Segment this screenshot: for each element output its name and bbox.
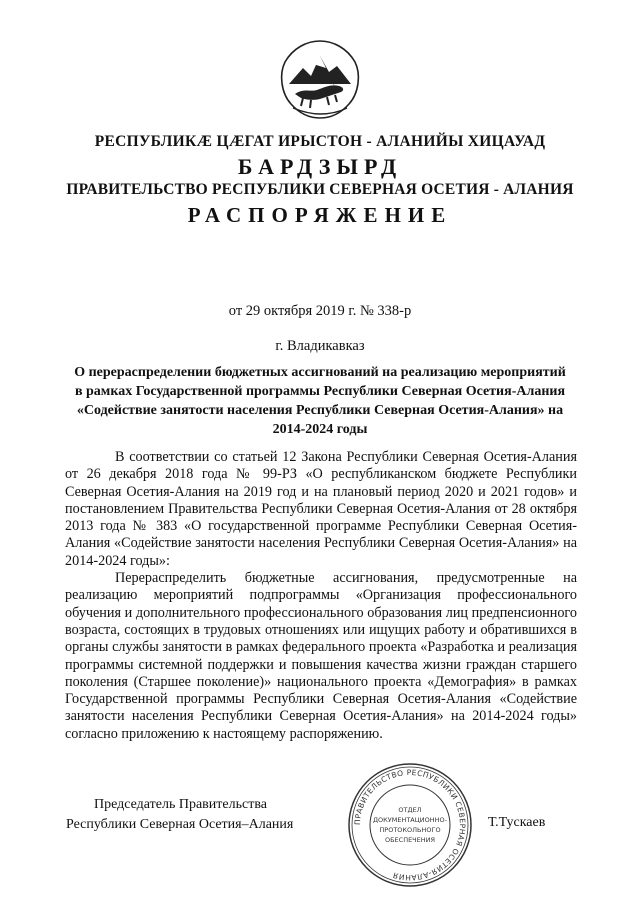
coat-of-arms-icon <box>273 38 367 120</box>
official-stamp-icon <box>345 760 475 890</box>
stamp-center-line-1: ОТДЕЛ <box>398 806 422 814</box>
date-number-line: от 29 октября 2019 г. № 338-р <box>228 303 412 319</box>
body-paragraph-2: Перераспределить бюджетные ассигнования, предусмотренные на реализацию мероприятий подпрограммы «Организация профессионального обучения и дополнительного профессионального образования лиц предпенсионного возраста, состоящих в трудовых отношениях или ищущих работу и обратившихся в органы службы занятости в рамках федерального проекта «Разработка и реализация программы системной поддержки и повышения качества жизни граждан старшего поколения (Старшее поколение)» национального проекта «Демография» в рамках Государственной программы Республики Северная Осетия-Алания «Содействие занятости населения Республики Северная Осетия-Алания» на 2014-2024 годы» согласно приложению к настоящему распоряжению. <box>65 570 577 742</box>
city-line: г. Владикавказ <box>275 338 365 354</box>
header-line-government: ПРАВИТЕЛЬСТВО РЕСПУБЛИКИ СЕВЕРНАЯ ОСЕТИЯ - АЛАНИЯ <box>66 181 574 198</box>
signatory-name: Т.Тускаев <box>488 815 546 830</box>
header-line-decree-ossetian: БАРДЗЫРД <box>237 154 403 179</box>
signatory-title <box>66 795 293 835</box>
body-paragraph-1: В соответствии со статьей 12 Закона Республики Северная Осетия-Алания от 26 декабря 2018 года № 99-РЗ «О республиканском бюджете Республики Северная Осетия-Алания на 2019 год и на плановый период 2020 и 2021 годов» и постановлением Правительства Республики Северная Осетия-Алания от 28 октября 2013 года № 383 «О государственной программе Республики Северная Осетия-Алания «Содействие занятости населения Республики Северная Осетия-Алания» на 2014-2024 годы»: <box>65 449 577 569</box>
signatory-title-line-1: Председатель Правительства <box>94 797 267 812</box>
document-subject: О перераспределении бюджетных ассигнований на реализацию мероприятий в рамках Государственной программы Республики Северная Осетия-Алания «Содействие занятости населения Республики Северная Осетия-Алания» на 2014-2024 годы <box>74 365 566 437</box>
stamp-center-line-3: ПРОТОКОЛЬНОГО <box>379 826 441 834</box>
header-line-decree: РАСПОРЯЖЕНИЕ <box>187 203 453 227</box>
stamp-center-line-2: ДОКУМЕНТАЦИОННО- <box>372 816 448 824</box>
stamp-ring-text: ПРАВИТЕЛЬСТВО РЕСПУБЛИКИ СЕВЕРНАЯ ОСЕТИЯ-АЛАНИЯ <box>352 767 468 883</box>
stamp-center-line-4: ОБЕСПЕЧЕНИЯ <box>384 836 436 844</box>
signatory-title-line-2: Республики Северная Осетия–Алания <box>66 817 294 832</box>
document-body <box>65 449 577 743</box>
header-line-republic-ossetian: РЕСПУБЛИКӔ ЦӔГАТ ИРЫСТОН - АЛАНИЙЫ ХИЦАУАД <box>94 133 546 150</box>
